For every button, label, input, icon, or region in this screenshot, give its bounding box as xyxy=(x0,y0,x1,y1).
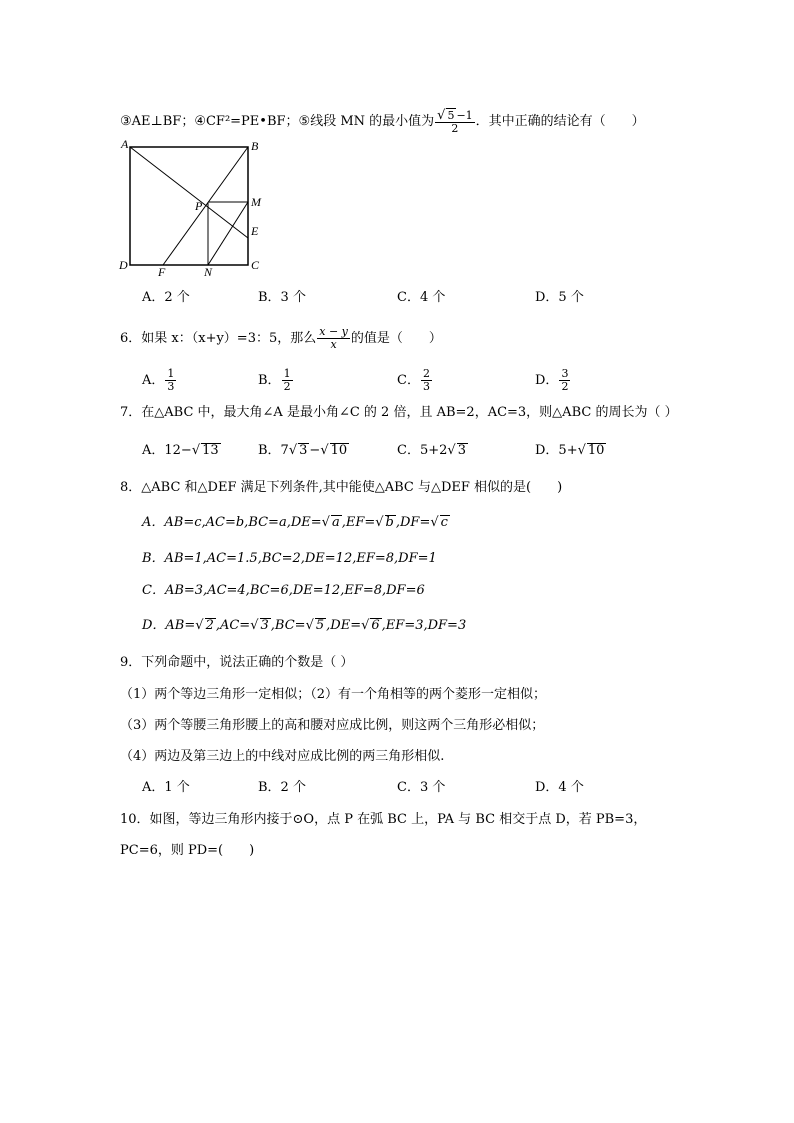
q9-item-1: （1）两个等边三角形一定相似；（2）有一个角相等的两个菱形一定相似； xyxy=(120,687,547,702)
label-b: B xyxy=(251,139,259,153)
q5-option-c[interactable]: C．4 个 xyxy=(397,290,446,305)
q10-stem-line1: 10．如图，等边三角形内接于⊙O，点 P 在弧 BC 上，PA 与 BC 相交于点 D，若 PB=3， xyxy=(120,812,647,827)
label-n: N xyxy=(204,265,213,279)
q5-option-b[interactable]: B．3 个 xyxy=(258,290,306,305)
q6-option-c[interactable]: C． $\frac{2}{3}$ xyxy=(397,367,430,393)
q5-fraction: $\frac{√ 5 -1}{2}$ xyxy=(437,108,473,135)
label-f: F xyxy=(158,265,166,279)
q5-stem: ③AE⊥BF；④CF²=PE•BF；⑤线段 MN 的最小值为 $\frac{√ 5 -1}{2}$ ．其中正确的结论有（ ） xyxy=(120,108,645,135)
q5-option-d[interactable]: D．5 个 xyxy=(535,290,584,305)
q8-stem: 8．△ABC 和△DEF 满足下列条件,其中能使△ABC 与△DEF 相似的是( ) xyxy=(120,480,563,495)
label-a: A xyxy=(121,137,129,151)
q6-fraction: $\frac{x - y}{x}$ xyxy=(319,325,348,351)
q9-stem: 9．下列命题中，说法正确的个数是（ ） xyxy=(120,655,354,670)
q10-stem-line2: PC=6，则 PD=( ) xyxy=(120,843,255,858)
q9-item-2: （3）两个等腰三角形腰上的高和腰对应成比例，则这两个三角形必相似； xyxy=(120,718,545,733)
q6-option-d[interactable]: D． $\frac{3}{2}$ xyxy=(535,367,569,393)
q9-item-3: （4）两边及第三边上的中线对应成比例的两三角形相似. xyxy=(120,749,445,764)
square-abcd xyxy=(130,147,248,265)
q7-option-c[interactable]: C．5+2√ 3 xyxy=(397,443,466,458)
q8-option-a[interactable]: A．AB=c,AC=b,BC=a,DE=√ a ,EF=√ b ,DF=√ c xyxy=(142,515,448,530)
q9-option-d[interactable]: D．4 个 xyxy=(535,780,584,795)
label-d: D xyxy=(119,258,128,272)
q7-option-b[interactable]: B．7√ 3 −√ 10 xyxy=(258,443,348,458)
q9-option-b[interactable]: B．2 个 xyxy=(258,780,306,795)
q5-figure xyxy=(115,135,275,280)
q7-option-a[interactable]: A．12−√ 13 xyxy=(142,443,219,458)
line-ae xyxy=(130,147,248,238)
q8-option-d[interactable]: D．AB=√ 2 ,AC=√ 3 ,BC=√ 5 ,DE=√ 6 ,EF=3,DF=3 xyxy=(142,618,467,633)
q8-option-b[interactable]: B．AB=1,AC=1.5,BC=2,DE=12,EF=8,DF=1 xyxy=(142,551,437,566)
label-c: C xyxy=(251,258,260,272)
q7-stem: 7．在△ABC 中，最大角∠A 是最小角∠C 的 2 倍，且 AB=2，AC=3，则△ABC 的周长为（ ） xyxy=(120,405,678,420)
q7-option-d[interactable]: D．5+√ 10 xyxy=(535,443,605,458)
line-bf xyxy=(163,147,248,265)
q6-stem: 6．如果 x：（x+y）=3：5，那么 $\frac{x - y}{x}$ 的值是（ ） xyxy=(120,325,442,351)
label-e: E xyxy=(251,224,259,238)
q9-option-c[interactable]: C．3 个 xyxy=(397,780,446,795)
label-p: P xyxy=(195,199,203,213)
q5-option-a[interactable]: A．2 个 xyxy=(142,290,190,305)
q6-option-a[interactable]: A． $\frac{1}{3}$ xyxy=(142,367,175,393)
q9-option-a[interactable]: A．1 个 xyxy=(142,780,190,795)
q6-option-b[interactable]: B． $\frac{1}{2}$ xyxy=(258,367,291,393)
label-m: M xyxy=(251,195,261,209)
q8-option-c[interactable]: C．AB=3,AC=4,BC=6,DE=12,EF=8,DF=6 xyxy=(142,583,425,598)
